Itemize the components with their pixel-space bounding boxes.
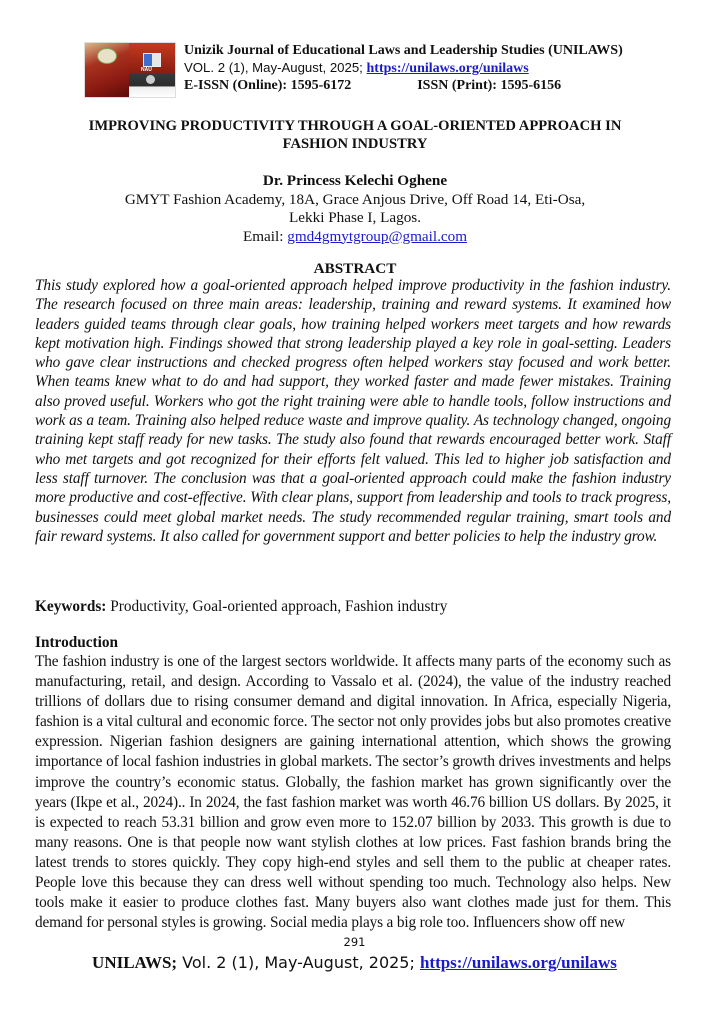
affiliation-line-1: GMYT Fashion Academy, 18A, Grace Anjous Drive, Off Road 14, Eti-Osa,	[124, 190, 586, 208]
journal-info	[184, 42, 623, 94]
volume-text: VOL. 2 (1), May-August, 2025;	[184, 60, 367, 75]
seal-icon	[97, 48, 117, 64]
footer-issue: Vol. 2 (1), May-August, 2025;	[177, 953, 420, 972]
journal-url-link[interactable]: https://unilaws.org/unilaws	[366, 61, 529, 76]
eissn: E-ISSN (Online): 1595-6172	[184, 78, 352, 93]
journal-title: Unizik Journal of Educational Laws and Leadership Studies (UNILAWS)	[184, 43, 623, 58]
article-title	[30, 117, 680, 153]
page-footer	[0, 952, 709, 974]
issn-line	[184, 77, 623, 94]
journal-cover-logo	[84, 42, 176, 98]
abstract-heading: ABSTRACT	[313, 260, 397, 277]
cube-icon	[143, 53, 161, 67]
email-link[interactable]: gmd4gmytgroup@gmail.com	[287, 227, 468, 245]
keywords-list: Productivity, Goal-oriented approach, Fashion industry	[106, 598, 448, 615]
logo-left-panel	[85, 43, 129, 97]
affiliation-line-2: Lekki Phase I, Lagos.	[288, 209, 421, 226]
footer-journal-abbr: UNILAWS;	[92, 953, 178, 972]
introduction-text: The fashion industry is one of the largest sectors worldwide. It affects many parts of the economy such as manufacturing, retail, and design. According to Vassalo et al. (2024), the value of the industry reached trillions of dollars due to rising consumer demand and digital innovation. In Africa, especially Nigeria, fashion is a vital cultural and economic force. The sector not only provides jobs but also promotes creative expression. Nigerian fashion designers are gaining international attention, which shows the growing importance of local fashion industries in global markets. The sector’s growth drives investments and helps improve the country’s economic status. Globally, the fashion market has grown significantly over the years (Ikpe et al., 2024).. In 2024, the fast fashion market was worth 46.76 billion US dollars. By 2025, it is expected to reach 53.31 billion and grow even more to 152.07 billion by 2033. This growth is due to many reasons. One is that people now want stylish clothes at low prices. Fast fashion brands bring the latest trends to stores quickly. They copy high-end styles and sell them to the public at cheaper rates. People love this because they can dress well without spending too much. Technology also helps. New tools make it easier to produce clothes fast. Many buyers also want clothes made just for them. This demand for personal styles is growing. Social media plays a big role too. Influencers show off new	[35, 653, 672, 932]
title-line-2: FASHION INDUSTRY	[282, 136, 428, 152]
title-line-1: IMPROVING PRODUCTIVITY THROUGH A GOAL-ORIENTED APPROACH IN	[88, 118, 622, 134]
journal-header	[84, 42, 684, 100]
keywords-label: Keywords:	[35, 598, 107, 615]
logo-right-panel	[129, 43, 175, 97]
abstract-text: This study explored how a goal-oriented approach helped improve productivity in the fashion industry. The research focused on three main areas: leadership, training and reward systems. It examined how leaders guided teams through clear goals, how training helped workers meet targets and how rewards kept motivation high. Findings showed that strong leadership played a key role in goal-setting. Leaders who gave clear instructions and checked progress often helped workers stay focused and work better. When teams knew what to do and had support, they worked faster and made fewer mistakes. Training also proved useful. Workers who got the right training were able to handle tools, follow instructions and work as a team. Training also helped reduce waste and improve quality. As technology changed, ongoing training kept staff ready for new tasks. The study also found that rewards encouraged better work. Staff who met targets and got recognized for their efforts felt valued. This led to higher job satisfaction and less staff turnover. The conclusion was that a goal-oriented approach could make the fashion industry more productive and cost-effective. With clear plans, support from leadership and tools to track progress, businesses could meet global market needs. The study recommended regular training, smart tools and fair reward systems. It also called for government support and better policies to help the industry grow.	[35, 277, 671, 545]
footer-url-link[interactable]: https://unilaws.org/unilaws	[419, 953, 617, 972]
journal-volume	[184, 59, 623, 77]
emblem-icon	[146, 75, 155, 84]
email-label: Email:	[242, 227, 288, 245]
logo-label: NAU	[141, 67, 152, 73]
author-email	[30, 228, 680, 247]
author-block	[30, 172, 680, 246]
author-name: Dr. Princess Kelechi Oghene	[262, 172, 448, 189]
page-number: 291	[343, 935, 366, 949]
keywords	[35, 597, 671, 616]
introduction-heading: Introduction	[35, 634, 119, 651]
print-issn: ISSN (Print): 1595-6156	[417, 78, 562, 93]
